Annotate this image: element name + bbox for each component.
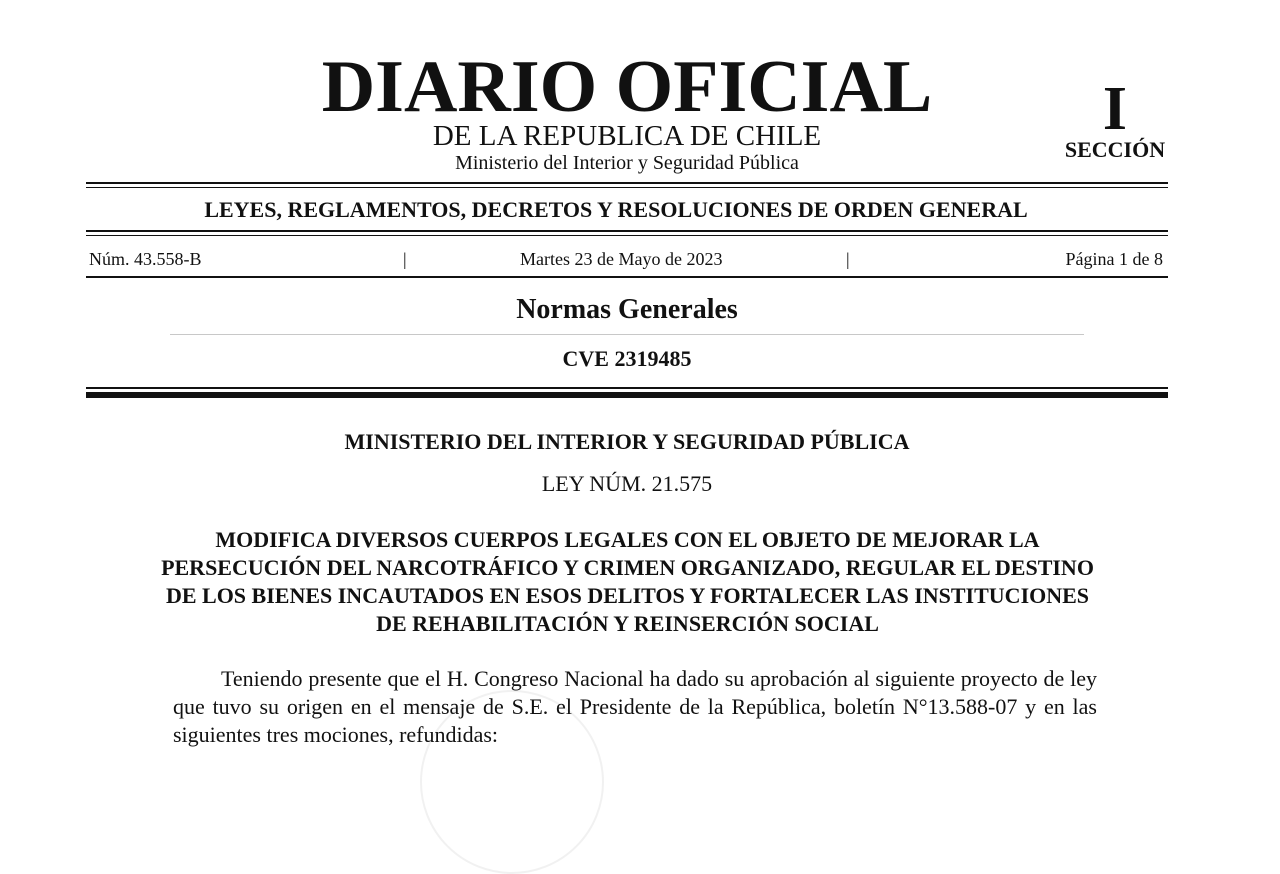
intro-paragraph: Teniendo presente que el H. Congreso Nacional ha dado su aprobación al siguiente proyecto de ley que tuvo su origen en el mensaje de S.E. el Presidente de la República, boletín N°13.588-07 y en las siguientes tres mociones, refundidas: [173,666,1097,747]
category-rule-bottom [86,230,1168,232]
issue-number: Núm. 43.558-B [89,249,202,269]
category-rule-bottom-thin [86,235,1168,236]
issue-date: Martes 23 de Mayo de 2023 [520,249,723,269]
header-rule-top-thin [86,187,1168,188]
section-title: Normas Generales [516,294,738,325]
document-rule-thick [86,392,1168,398]
cve-code: CVE 2319485 [562,346,692,371]
header-rule-top [86,182,1168,184]
law-number: LEY NÚM. 21.575 [541,471,713,496]
newspaper-title: DIARIO OFICIAL [321,46,933,128]
section-numeral: I [1102,75,1128,143]
newspaper-ministry: Ministerio del Interior y Seguridad Pública [455,152,799,174]
law-title: MODIFICA DIVERSOS CUERPOS LEGALES CON EL OBJETO DE MEJORAR LA PERSECUCIÓN DEL NARCOTRÁFICO Y CRIMEN ORGANIZADO, REGULAR EL DESTINO DE LOS BIENES INCAUTADOS EN ESOS DELITOS Y FORTALECER LAS INSTITUCIONES DE REHABILITACIÓN Y REINSERCIÓN SOCIAL [161,527,1094,636]
document-ministry: MINISTERIO DEL INTERIOR Y SEGURIDAD PÚBLICA [344,429,910,454]
category-heading: LEYES, REGLAMENTOS, DECRETOS Y RESOLUCIONES DE ORDEN GENERAL [204,197,1028,222]
meta-separator: | [403,249,407,269]
newspaper-subtitle: DE LA REPUBLICA DE CHILE [432,120,822,152]
document-rule-thin [86,387,1168,389]
meta-rule [86,276,1168,278]
meta-separator: | [846,249,850,269]
page-indicator: Página 1 de 8 [1065,249,1163,269]
section-label: SECCIÓN [1064,137,1166,162]
section-divider [170,334,1084,335]
